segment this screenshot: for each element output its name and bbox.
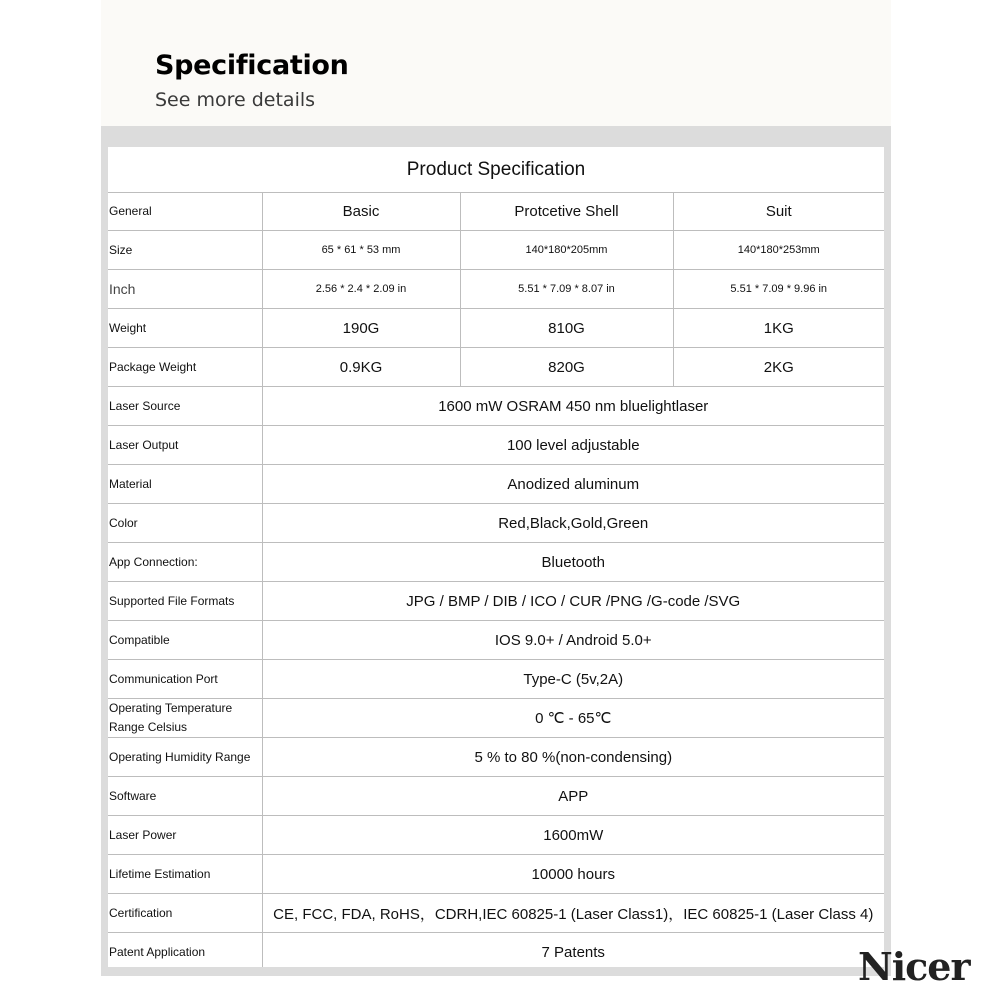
table-row bbox=[108, 543, 884, 582]
row-value: CE, FCC, FDA, RoHS，CDRH,IEC 60825-1 (Laser Class1)，IEC 60825-1 (Laser Class 4) bbox=[262, 894, 884, 933]
row-value: Anodized aluminum bbox=[262, 465, 884, 504]
row-label: Patent Application bbox=[109, 944, 206, 959]
suit-value: 2KG bbox=[673, 348, 884, 387]
table-row bbox=[108, 231, 884, 270]
table-row bbox=[108, 933, 884, 968]
table-row bbox=[108, 270, 884, 309]
row-label: Certification bbox=[108, 894, 262, 933]
row-value: 100 level adjustable bbox=[262, 426, 884, 465]
row-label: Operating Humidity Range bbox=[108, 738, 262, 777]
suit-value: 140*180*253mm bbox=[673, 231, 884, 270]
basic-value: 190G bbox=[262, 309, 460, 348]
row-value: APP bbox=[262, 777, 884, 816]
row-label: Weight bbox=[108, 309, 262, 348]
row-value: Type-C (5v,2A) bbox=[262, 660, 884, 699]
suit-value: 5.51 * 7.09 * 9.96 in bbox=[673, 270, 884, 309]
row-value: Red,Black,Gold,Green bbox=[262, 504, 884, 543]
table-row bbox=[108, 621, 884, 660]
row-label: Lifetime Estimation bbox=[108, 855, 262, 894]
row-label: Laser Power bbox=[108, 816, 262, 855]
row-value: 1600mW bbox=[262, 816, 884, 855]
row-label: Package Weight bbox=[108, 348, 262, 387]
table-row bbox=[108, 465, 884, 504]
column-header-shell: Protcetive Shell bbox=[460, 192, 673, 231]
table-row bbox=[108, 894, 884, 933]
spec-sheet bbox=[108, 147, 884, 967]
row-label: Software bbox=[108, 777, 262, 816]
table-row bbox=[108, 582, 884, 621]
row-label: Laser Output bbox=[108, 426, 262, 465]
table-row bbox=[108, 855, 884, 894]
page-subtitle: See more details bbox=[155, 89, 316, 111]
row-label: Color bbox=[108, 504, 262, 543]
column-header-suit: Suit bbox=[673, 192, 884, 231]
row-value: IOS 9.0+ / Android 5.0+ bbox=[262, 621, 884, 660]
suit-value: 1KG bbox=[673, 309, 884, 348]
row-value: 10000 hours bbox=[262, 855, 884, 894]
row-label: Laser Source bbox=[108, 387, 262, 426]
table-row bbox=[108, 660, 884, 699]
row-label: Material bbox=[108, 465, 262, 504]
page-title: Specification bbox=[155, 50, 349, 81]
table-row bbox=[108, 387, 884, 426]
basic-value: 2.56 * 2.4 * 2.09 in bbox=[262, 270, 460, 309]
table-row bbox=[108, 738, 884, 777]
row-label: Operating Temperature Range Celsius bbox=[108, 699, 262, 738]
basic-value: 0.9KG bbox=[262, 348, 460, 387]
table-row bbox=[108, 504, 884, 543]
shell-value: 820G bbox=[460, 348, 673, 387]
nicer-logo: Nicer bbox=[858, 944, 970, 989]
table-row bbox=[108, 816, 884, 855]
table-row bbox=[108, 426, 884, 465]
table-row bbox=[108, 309, 884, 348]
row-label: Communication Port bbox=[108, 660, 262, 699]
table-header-row bbox=[108, 192, 884, 231]
row-value: JPG / BMP / DIB / ICO / CUR /PNG /G-code /SVG bbox=[262, 582, 884, 621]
row-value: 1600 mW OSRAM 450 nm bluelightlaser bbox=[262, 387, 884, 426]
row-label: Size bbox=[108, 231, 262, 270]
column-header-general: General bbox=[108, 192, 262, 231]
basic-value: 65 * 61 * 53 mm bbox=[262, 231, 460, 270]
row-label: Compatible bbox=[108, 621, 262, 660]
table-row bbox=[108, 348, 884, 387]
row-label: Supported File Formats bbox=[108, 582, 262, 621]
column-header-basic: Basic bbox=[262, 192, 460, 231]
row-label: Inch bbox=[108, 270, 262, 309]
row-value: 5 % to 80 %(non-condensing) bbox=[262, 738, 884, 777]
shell-value: 140*180*205mm bbox=[460, 231, 673, 270]
shell-value: 5.51 * 7.09 * 8.07 in bbox=[460, 270, 673, 309]
shell-value: 810G bbox=[460, 309, 673, 348]
table-row bbox=[108, 699, 884, 738]
row-label: App Connection: bbox=[108, 543, 262, 582]
row-value: Bluetooth bbox=[262, 543, 884, 582]
table-row bbox=[108, 777, 884, 816]
row-value: 0 ℃ - 65℃ bbox=[262, 699, 884, 738]
spec-table-title: Product Specification bbox=[108, 147, 884, 193]
spec-table bbox=[108, 192, 884, 967]
row-value: 7 Patents bbox=[262, 933, 884, 968]
